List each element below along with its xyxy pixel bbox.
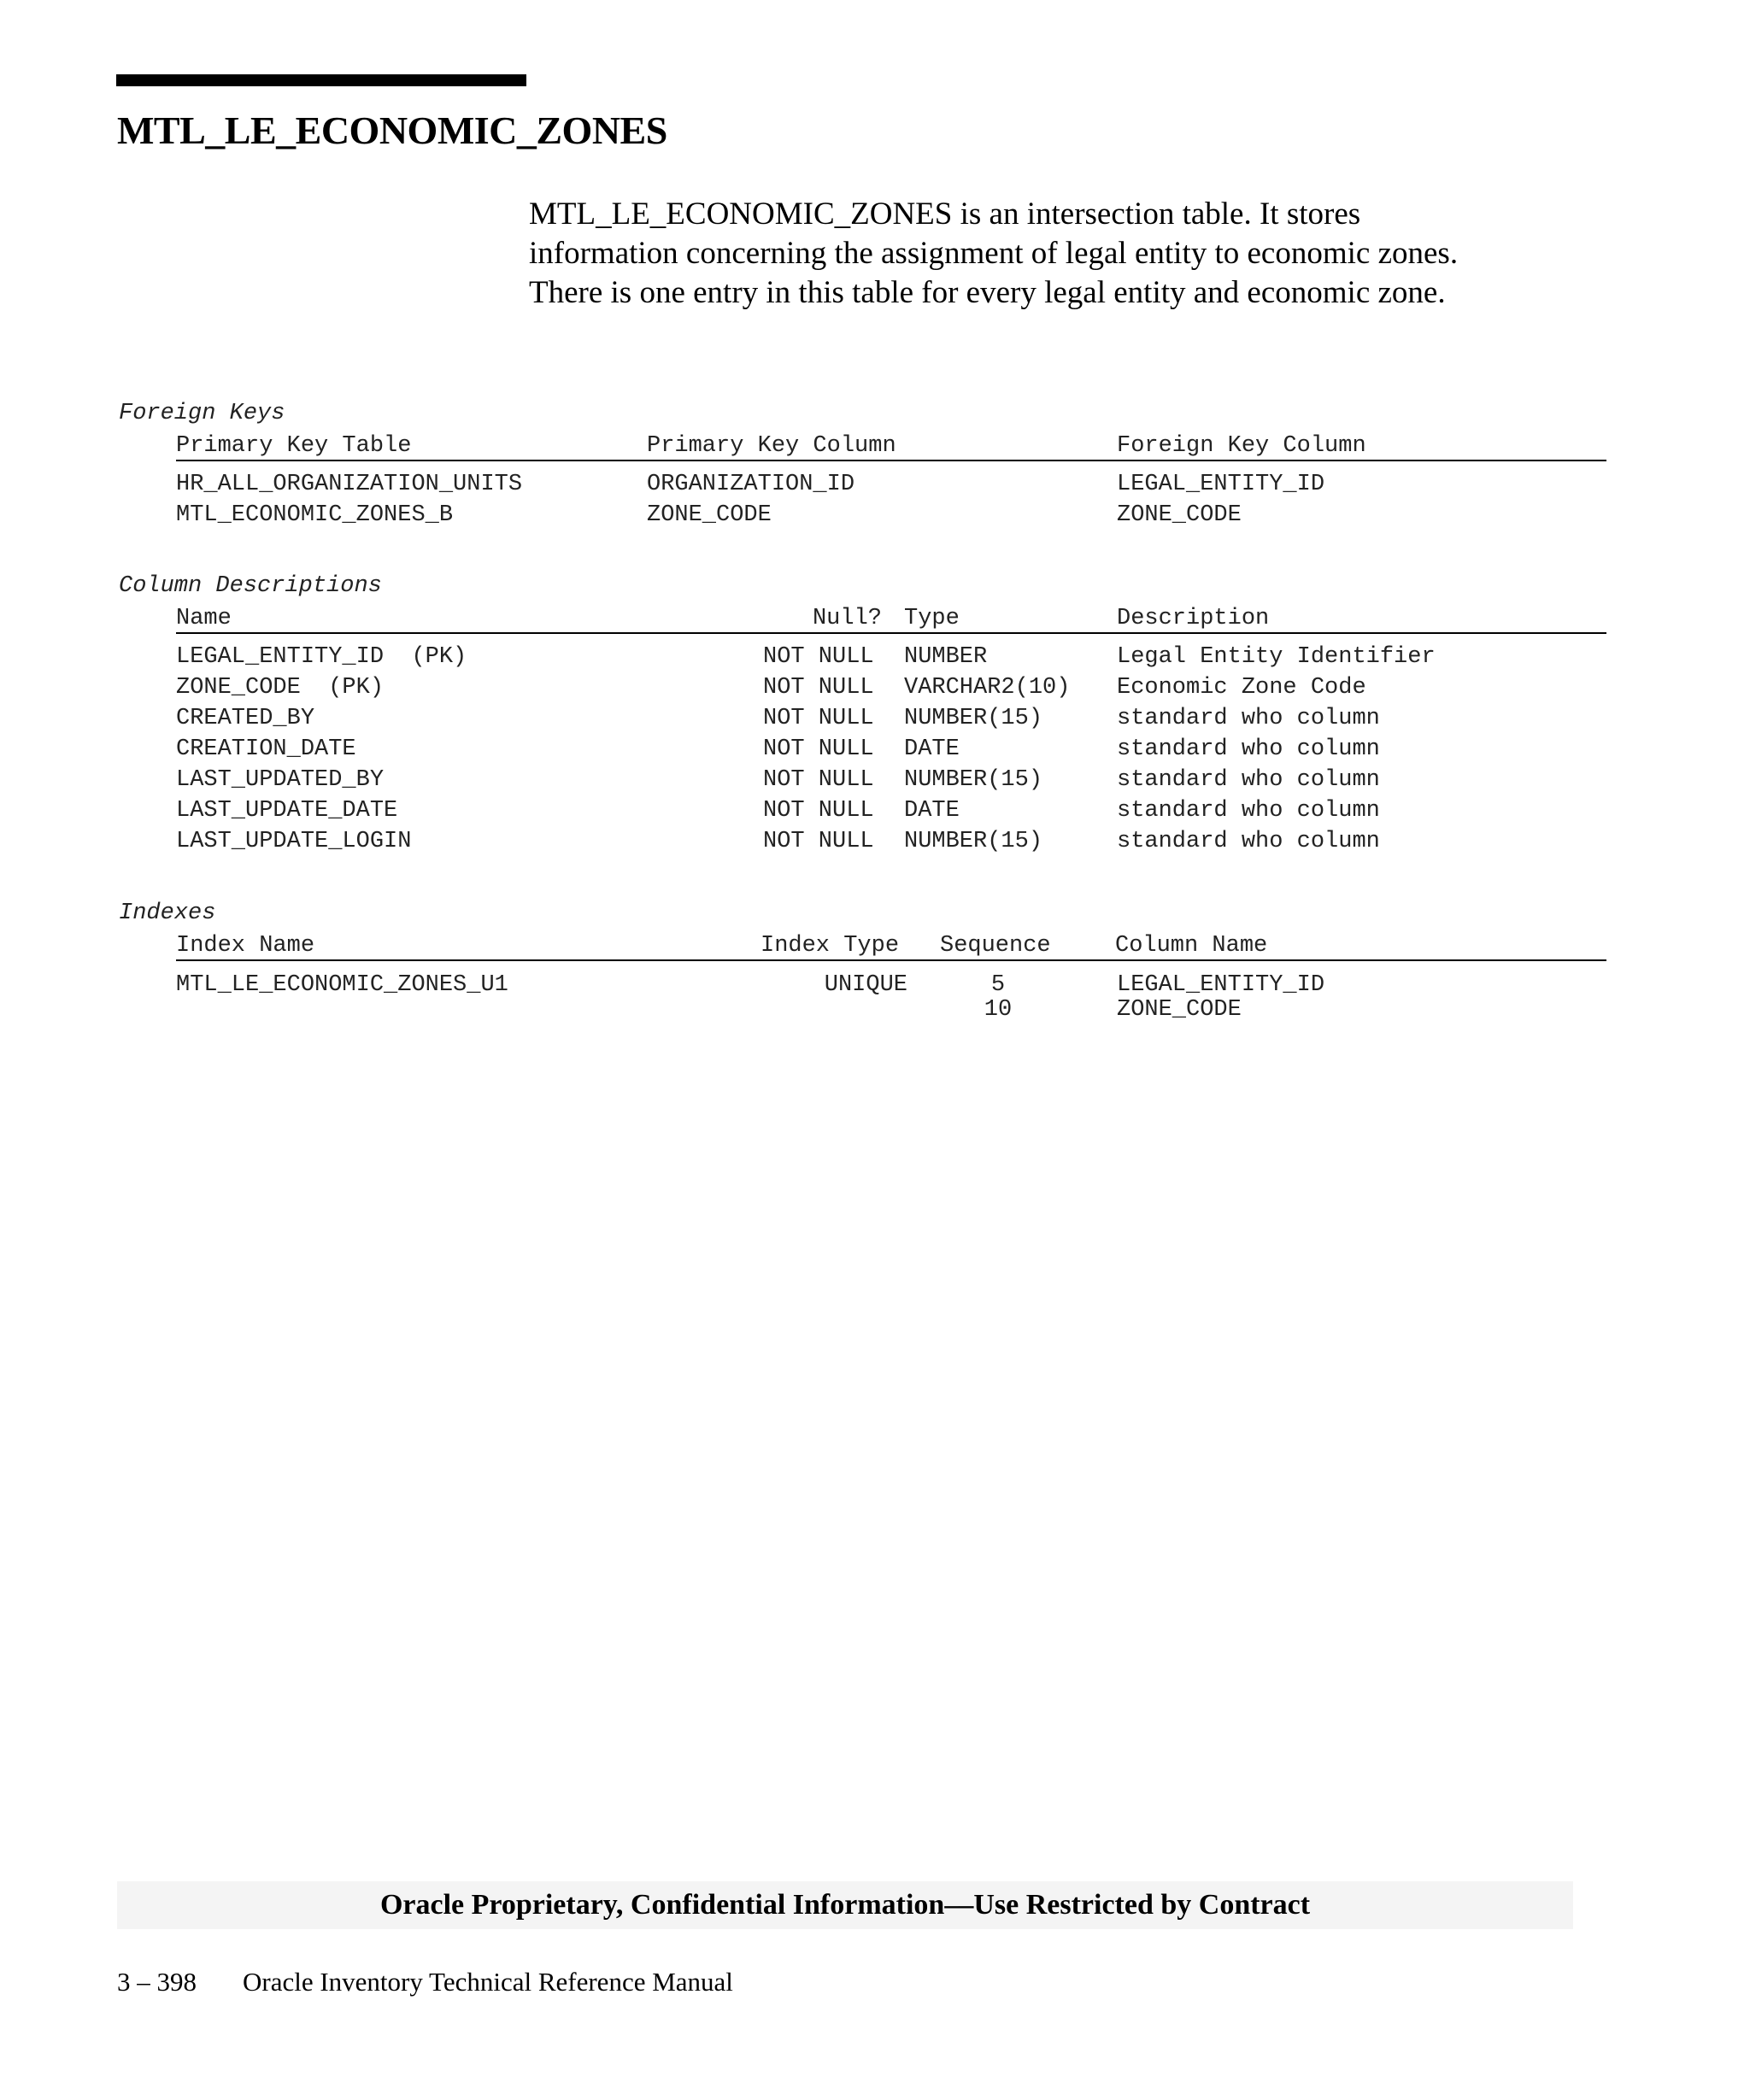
col-null: NOT NULL (763, 644, 874, 670)
col-description: Economic Zone Code (1117, 675, 1366, 701)
fk-header-table: Primary Key Table (176, 433, 412, 459)
fk-row-table: MTL_ECONOMIC_ZONES_B (176, 502, 454, 528)
col-header-name: Name (176, 606, 232, 631)
col-null: NOT NULL (763, 706, 874, 731)
col-header-null: Null? (812, 606, 882, 631)
col-type: DATE (904, 736, 960, 762)
col-name: LAST_UPDATE_LOGIN (176, 829, 412, 854)
page-title: MTL_LE_ECONOMIC_ZONES (117, 109, 667, 152)
top-rule (116, 74, 526, 86)
indexes-label: Indexes (119, 900, 216, 926)
col-header-rule (176, 632, 1606, 634)
idx-header-column: Column Name (1115, 933, 1268, 959)
col-null: NOT NULL (763, 736, 874, 762)
col-name: LAST_UPDATE_DATE (176, 798, 398, 824)
col-type: NUMBER(15) (904, 706, 1043, 731)
idx-header-type: Index Type (760, 933, 900, 959)
col-description: standard who column (1117, 798, 1380, 824)
col-name: LAST_UPDATED_BY (176, 767, 385, 793)
idx-sequence: 10 (984, 997, 1013, 1023)
col-header-type: Type (904, 606, 960, 631)
idx-column: ZONE_CODE (1117, 997, 1242, 1023)
idx-sequence: 5 (990, 972, 1006, 998)
col-description: standard who column (1117, 706, 1380, 731)
fk-row-fk-column: ZONE_CODE (1117, 502, 1242, 528)
col-header-description: Description (1117, 606, 1270, 631)
col-type: NUMBER(15) (904, 767, 1043, 793)
intro-paragraph: MTL_LE_ECONOMIC_ZONES is an intersection table. It stores information concerning the assignment of legal entity to economic zones. There is one entry in this table for every legal entity and economic zone. (529, 197, 1459, 310)
page-number: 3 – 398 (117, 1967, 197, 1997)
idx-column: LEGAL_ENTITY_ID (1117, 972, 1325, 998)
col-type: NUMBER(15) (904, 829, 1043, 854)
foreign-keys-label: Foreign Keys (119, 401, 285, 426)
col-description: standard who column (1117, 767, 1380, 793)
fk-header-fk-column: Foreign Key Column (1117, 433, 1366, 459)
manual-title: Oracle Inventory Technical Reference Manual (243, 1967, 733, 1997)
idx-name: MTL_LE_ECONOMIC_ZONES_U1 (176, 972, 508, 998)
col-description: Legal Entity Identifier (1117, 644, 1436, 670)
fk-row-pk-column: ZONE_CODE (647, 502, 772, 528)
col-null: NOT NULL (763, 675, 874, 701)
col-name: LEGAL_ENTITY_ID (PK) (176, 644, 467, 670)
col-name: CREATION_DATE (176, 736, 356, 762)
col-null: NOT NULL (763, 829, 874, 854)
col-description: standard who column (1117, 736, 1380, 762)
col-type: NUMBER (904, 644, 988, 670)
fk-row-fk-column: LEGAL_ENTITY_ID (1117, 472, 1325, 497)
fk-row-table: HR_ALL_ORGANIZATION_UNITS (176, 472, 523, 497)
col-null: NOT NULL (763, 798, 874, 824)
idx-type: UNIQUE (824, 972, 907, 998)
column-descriptions-label: Column Descriptions (119, 573, 382, 599)
confidential-banner: Oracle Proprietary, Confidential Information––Use Restricted by Contract (117, 1881, 1573, 1929)
col-description: standard who column (1117, 829, 1380, 854)
idx-header-rule (176, 959, 1606, 961)
idx-header-name: Index Name (176, 933, 315, 959)
col-null: NOT NULL (763, 767, 874, 793)
fk-header-rule (176, 460, 1606, 461)
idx-header-sequence: Sequence (940, 933, 1051, 959)
fk-header-pk-column: Primary Key Column (647, 433, 896, 459)
col-type: VARCHAR2(10) (904, 675, 1071, 701)
col-name: ZONE_CODE (PK) (176, 675, 385, 701)
col-name: CREATED_BY (176, 706, 315, 731)
fk-row-pk-column: ORGANIZATION_ID (647, 472, 855, 497)
col-type: DATE (904, 798, 960, 824)
